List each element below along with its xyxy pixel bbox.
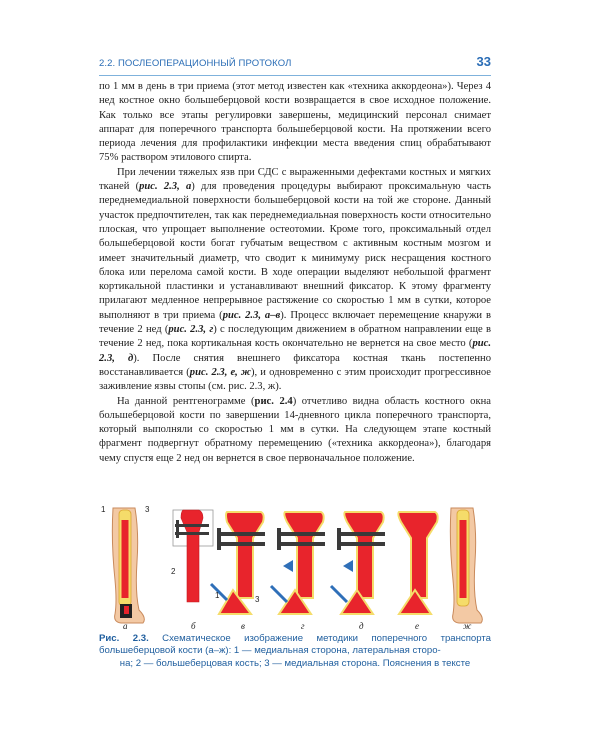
panel-label: ж (463, 621, 472, 630)
figure-caption (99, 633, 491, 670)
panel-g-tibia-drawing (271, 512, 325, 614)
panel-a-leg-drawing (112, 508, 144, 623)
panel-label: д (359, 621, 364, 630)
number-label: 2 (171, 567, 176, 576)
paragraph-3: На данной рентгенограмме (рис. 2.4) отчетливо видна область костного окна большеберцовой кости по завершении 14-дневного цикла поперечного транспорта, который выполняли со скоростью 1 мм в сутки. На следующем этапе костный фрагмент подвергнут обратному перемещению («техника аккордеона»), благодаря чему спустя еще 2 нед он вернется в свое первоначальное положение. (99, 395, 491, 464)
panel-zh-leg-drawing (450, 508, 482, 623)
number-label: 1 (101, 505, 106, 514)
panel-label: б (191, 621, 196, 630)
panel-label: а (123, 621, 128, 630)
body-text (99, 80, 491, 466)
figure-reference: рис. 2.3, е, ж (189, 366, 252, 378)
panel-label: г (301, 621, 305, 630)
section-title: 2.2. ПОСЛЕОПЕРАЦИОННЫЙ ПРОТОКОЛ (99, 58, 292, 69)
paragraph-1: по 1 мм в день в три приема (этот метод известен как «техника аккордеона»). Через 4 нед костное окно большеберцовой кости возвращается в свое исходное положение. Как только все этапы регулировки завершены, медицинский персонал снимает аппарат для поперечного транспорта большеберцовой кости. На протяжении всего периода лечения для профилактики инфекции места введения спиц обрабатывают 75% раствором этилового спирта. (99, 81, 491, 164)
panel-e-tibia-drawing (398, 512, 437, 614)
paragraph-2: При лечении тяжелых язв при СДС с выраженными дефектами костных и мягких тканей (рис. 2.3, а) для проведения процедуры выбирают проксимальную часть переднемедиальной поверхности большеберцовой кости на той же стороне. Данный участок предпочтителен, так как переднемедиальная поверхность кости относительно плоская, что упрощает выполнение остеотомии. Кроме того, проксимальный отдел большеберцовой кости богат губчатым веществом с активным костным мозгом и имеет значительный диаметр, что сводит к минимуму риск несращения костного блока или перелома самой кости. В ходе операции выделяют небольшой фрагмент кортикальной пластинки и устанавливают внешний фиксатор. К этому фрагменту прилагают медленное непрерывное растяжение со скоростью 1 мм в сутки, которое выполняют в три приема (рис. 2.3, а–в). Процесс включает перемещение кнаружи в течение 2 нед (рис. 2.3, г) с последующим движением в обратном направлении еще в течение 2 нед, пока кортикальная кость окончательно не вернется на свое место (рис. 2.3, д). После снятия внешнего фиксатора костная ткань постепенно восстанавливается (рис. 2.3, е, ж), и одновременно с этим происходит прогрессивное заживление язвы стопы (см. рис. 2.3, ж). (99, 166, 492, 393)
running-header (99, 54, 491, 72)
number-label: 3 (255, 595, 260, 604)
panel-d-tibia-drawing (331, 512, 385, 614)
panel-label: в (241, 621, 245, 630)
caption-text-tail: на; 2 — большеберцовая кость; 3 — медиальная сторона. Пояснения в тексте (119, 657, 471, 669)
figure-reference: рис. 2.3, д (99, 338, 491, 364)
page-number: 33 (476, 54, 491, 69)
caption-text: Схематическое изображение методики поперечного транспорта большеберцовой кости (а–ж): 1 — медиальная сторона, латеральная сторо- (99, 633, 492, 657)
figure-reference: рис. 2.4 (254, 395, 293, 407)
figure-reference: рис. 2.3, а (139, 181, 192, 193)
figure-reference: рис. 2.3, г (168, 324, 214, 336)
figure-2-3 (99, 502, 491, 630)
number-label: 3 (145, 505, 150, 514)
figure-reference: рис. 2.3, а–в (222, 309, 281, 321)
header-rule (99, 75, 491, 76)
panel-label: е (415, 621, 419, 630)
caption-label: Рис. 2.3. (99, 633, 149, 644)
number-label: 1 (215, 591, 220, 600)
panel-b-tibia-drawing (173, 510, 213, 602)
